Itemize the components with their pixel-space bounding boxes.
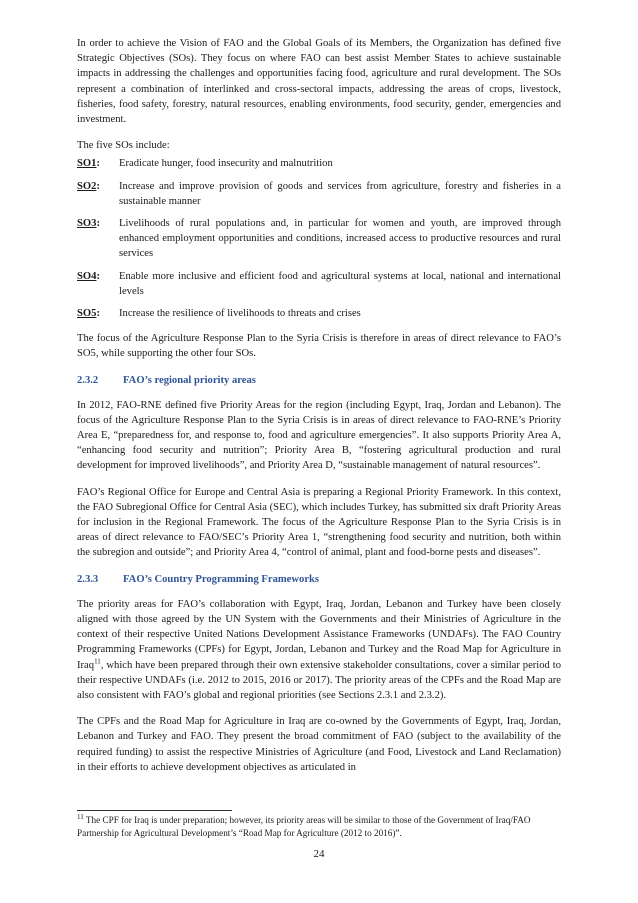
footnote-reference[interactable]: 11 xyxy=(94,656,101,665)
so-item: SO5: Increase the resilience of livelihoods to threats and crises xyxy=(77,306,561,321)
footnote-divider xyxy=(77,810,232,811)
footnote-number: 11 xyxy=(77,812,84,821)
so-code: SO2 xyxy=(77,180,97,192)
so-code: SO4 xyxy=(77,270,97,282)
so-list xyxy=(77,156,561,321)
so-item: SO1: Eradicate hunger, food insecurity and malnutrition xyxy=(77,156,561,171)
so-text: Eradicate hunger, food insecurity and malnutrition xyxy=(119,158,333,170)
section-number: 2.3.2 xyxy=(77,374,99,386)
so-text: Livelihoods of rural populations and, in particular for women and youth, are improved through enhanced employment opportunities and conditions, increased access to productive resources and rural services xyxy=(119,218,561,260)
page-body xyxy=(77,36,561,786)
section-heading-2-3-3 xyxy=(77,572,561,587)
section-title: FAO’s regional priority areas xyxy=(123,374,256,386)
section-title: FAO’s Country Programming Frameworks xyxy=(123,573,320,585)
so-text: Increase the resilience of livelihoods to threats and crises xyxy=(119,308,361,320)
footnote-text: The CPF for Iraq is under preparation; however, its priority areas will be similar to those of the Government of Iraq/FAO Partnership for Agricultural Development’s “Road Map for Agriculture (2012 to 2016)”. xyxy=(77,815,531,838)
regional-paragraph-2: FAO’s Regional Office for Europe and Central Asia is preparing a Regional Priority Framework. In this context, the FAO Subregional Office for Central Asia (SEC), which includes Turkey, has submitted six draft Priority Areas for inclusion in the Regional Framework. The focus of the Agriculture Response Plan to the Syria Crisis is in areas of direct relevance to FAO/SEC’s Priority Area 1, “strengthening food security and nutrition, both within the subregion and outside”; and Priority Area 4, “control of animal, plant and food-borne pests and diseases”. xyxy=(77,486,561,559)
focus-paragraph: The focus of the Agriculture Response Plan to the Syria Crisis is therefore in areas of direct relevance to FAO’s SO5, while supporting the other four SOs. xyxy=(77,333,561,360)
so-item: SO2: Increase and improve provision of goods and services from agriculture, forestry and fisheries in a sustainable manner xyxy=(77,179,561,209)
so-text: Increase and improve provision of goods and services from agriculture, forestry and fisheries in a sustainable manner xyxy=(119,180,561,207)
so-code: SO1 xyxy=(77,158,97,170)
page-number: 24 xyxy=(313,848,325,860)
intro-paragraph: In order to achieve the Vision of FAO and the Global Goals of its Members, the Organization has defined five Strategic Objectives (SOs). They focus on where FAO can best assist Member States to achieve sustainable impacts in addressing the challenges and opportunities facing food, agriculture and rural development. The SOs represent a combination of interlinked and cross-sectoral impacts, addressing the areas of crops, livestock, fisheries, food safety, forestry, natural resources, enabling environments, food security, gender, emergencies and investment. xyxy=(77,38,561,126)
section-heading-2-3-2 xyxy=(77,373,561,388)
so-code: SO3 xyxy=(77,218,97,230)
so-item: SO4: Enable more inclusive and efficient food and agricultural systems at local, national and international levels xyxy=(77,269,561,299)
cpf-paragraph-1: The priority areas for FAO’s collaboration with Egypt, Iraq, Jordan, Lebanon and Turkey have been closely aligned with those agreed by the UN System with the Governments and their Ministries of Agriculture in the context of their respective United Nations Development Assistance Frameworks (UNDAFs). The FAO Country Programming Frameworks (CPFs) for Egypt, Jordan, Lebanon and Turkey and the Road Map for Agriculture in Iraq$^{11}$, which have been prepared through their own extensive stakeholder consultations, cover a similar period to their respective UNDAFs (i.e. 2012 to 2015, 2016 or 2017). The priority areas of the CPFs and the Road Map are also consistent with FAO’s global and regional priorities (see Sections 2.3.1 and 2.3.2). xyxy=(77,598,561,701)
so-code: SO5 xyxy=(77,308,97,320)
footnote xyxy=(77,814,561,840)
regional-paragraph-1: In 2012, FAO-RNE defined five Priority Areas for the region (including Egypt, Iraq, Jordan and Lebanon). The focus of the Agriculture Response Plan to the Syria Crisis is in areas of direct relevance to FAO-RNE’s Priority Area E, “preparedness for, and response to, food and agriculture emergencies”. It also supports Priority Area A, “enhancing food security and nutrition”; Priority Area B, “fostering agricultural production and rural development for improved livelihoods”, and Priority Area D, “sustainable management of natural resources”. xyxy=(77,399,561,472)
so-text: Enable more inclusive and efficient food and agricultural systems at local, national and international levels xyxy=(119,270,561,297)
so-lead: The five SOs include: xyxy=(77,140,170,152)
cpf-paragraph-2: The CPFs and the Road Map for Agriculture in Iraq are co-owned by the Governments of Egypt, Iraq, Jordan, Lebanon and Turkey and FAO. They present the broad commitment of FAO (subject to the availability of the required funding) to assist the respective Ministries of Agriculture (and Food, Livestock and Land Reclamation) in their efforts to achieve development objectives as articulated in xyxy=(77,716,561,773)
section-number: 2.3.3 xyxy=(77,573,99,585)
so-item: SO3: Livelihoods of rural populations and, in particular for women and youth, are improved through enhanced employment opportunities and conditions, increased access to productive resources and rural services xyxy=(77,216,561,262)
